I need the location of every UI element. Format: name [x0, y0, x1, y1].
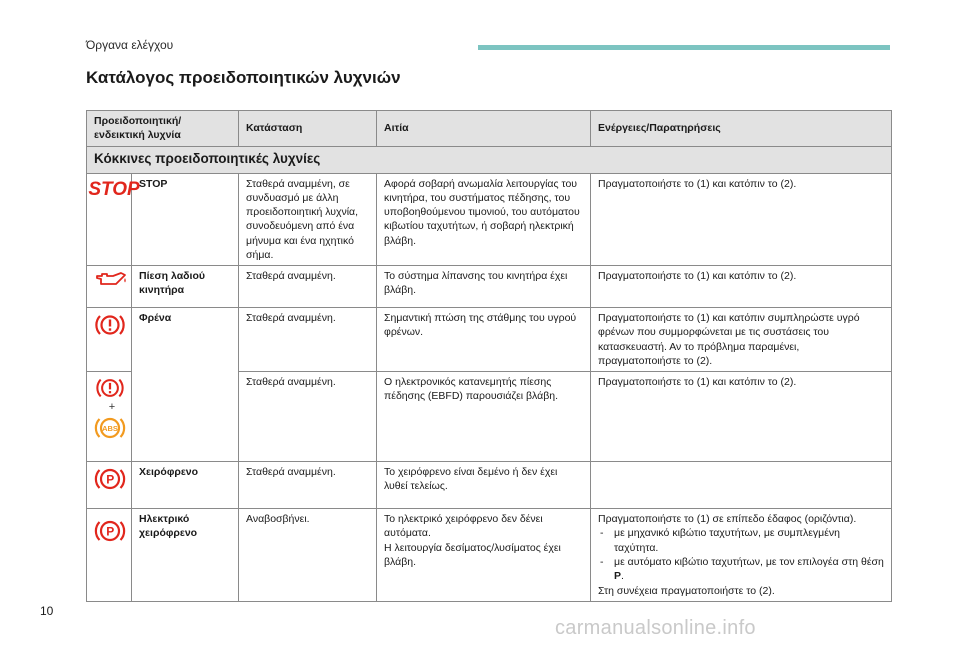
lamp-cause: Αφορά σοβαρή ανωμαλία λειτουργίας του κινητήρα, του συστήματος πέδησης, του υποβοηθούμενου τιμονιού, του αυτόματου κιβωτίου ταχυτήτων, ή σοβαρή ηλεκτρική βλάβη. — [377, 173, 591, 266]
cause-line: Η λειτουργία δεσίματος/λυσίματος έχει βλάβη. — [384, 541, 561, 568]
lamp-action: Πραγματοποιήστε το (1) και κατόπιν το (2). — [591, 173, 892, 266]
lamp-name: Ηλεκτρικό χειρόφρενο — [132, 509, 239, 602]
page-number: 10 — [40, 604, 54, 618]
lamp-state: Σταθερά αναμμένη. — [239, 266, 377, 308]
column-header-actions: Ενέργειες/Παρατηρήσεις — [591, 111, 892, 147]
column-header-lamp: Προειδοποιητική/ενδεικτική λυχνία — [87, 111, 239, 147]
lamp-cause: Το χειρόφρενο είναι δεμένο ή δεν έχει λυθεί τελείως. — [377, 462, 591, 509]
action-item — [598, 555, 884, 584]
lamp-action — [591, 462, 892, 509]
lamp-state: Σταθερά αναμμένη, σε συνδυασμό με άλλη προειδοποιητική λυχνία, συνοδευόμενη από ένα μήνυμα και ένα ηχητικό σήμα. — [239, 173, 377, 266]
abs-icon — [94, 414, 126, 442]
svg-text:ABS: ABS — [102, 424, 118, 434]
lamp-state: Σταθερά αναμμένη. — [239, 308, 377, 372]
section-title-red-lamps: Κόκκινες προειδοποιητικές λυχνίες — [87, 146, 892, 173]
electric-parking-brake-icon — [94, 517, 126, 545]
lamp-name: STOP — [132, 173, 239, 266]
lamp-icon-cell — [87, 462, 132, 509]
table-row — [87, 173, 892, 266]
lamp-name: Πίεση λαδιού κινητήρα — [132, 266, 239, 308]
lamp-name: Φρένα — [132, 308, 239, 462]
action-list — [598, 526, 884, 583]
lamp-action: Πραγματοποιήστε το (1) και κατόπιν συμπληρώστε υγρό φρένων που συμμορφώνεται με τις συστάσεις του κατασκευαστή. Αν το πρόβλημα παραμένει, πραγματοποιήστε το (2). — [591, 308, 892, 372]
lamp-icon-cell — [87, 266, 132, 308]
page-title: Κατάλογος προειδοποιητικών λυχνιών — [86, 68, 401, 87]
table-row — [87, 462, 892, 509]
cause-line: Το ηλεκτρικό χειρόφρενο δεν δένει αυτόματα. — [384, 513, 543, 540]
action-intro: Πραγματοποιήστε το (1) σε επίπεδο έδαφος (οριζόντια). — [598, 513, 857, 526]
brake-warning-icon — [94, 375, 126, 401]
gear-position-label: P — [614, 570, 622, 583]
lamp-name: Χειρόφρενο — [132, 462, 239, 509]
lamp-state: Αναβοσβήνει. — [239, 509, 377, 602]
plus-sign: + — [108, 401, 116, 414]
svg-text:STOP: STOP — [88, 178, 140, 200]
stop-icon — [88, 177, 140, 200]
lamp-icon-cell — [87, 509, 132, 602]
section-label: Όργανα ελέγχου — [86, 38, 174, 52]
lamp-icon-cell — [87, 173, 140, 266]
action-outro: Στη συνέχεια πραγματοποιήστε το (2). — [598, 584, 775, 597]
action-item-text: με αυτόματο κιβώτιο ταχυτήτων, με τον επιλογέα στη θέση — [614, 555, 884, 568]
svg-text:P: P — [106, 472, 115, 487]
lamp-cause — [377, 509, 591, 602]
warning-lamps-table — [86, 110, 892, 602]
lamp-icon-cell — [87, 308, 132, 372]
svg-text:P: P — [106, 524, 115, 539]
column-header-cause: Αιτία — [377, 111, 591, 147]
action-item: - με μηχανικό κιβώτιο ταχυτήτων, με συμπλεγμένη ταχύτητα. — [598, 526, 884, 555]
lamp-state: Σταθερά αναμμένη. — [239, 462, 377, 509]
oil-can-icon — [94, 269, 128, 289]
lamp-action — [591, 509, 892, 602]
column-header-state: Κατάσταση — [239, 111, 377, 147]
watermark: carmanualsonline.info — [555, 617, 756, 639]
parking-brake-icon — [94, 465, 126, 493]
section-header-row — [87, 146, 892, 173]
lamp-icon-cell — [87, 372, 132, 462]
table-row — [87, 266, 892, 308]
lamp-cause: Σημαντική πτώση της στάθμης του υγρού φρένων. — [377, 308, 591, 372]
lamp-cause: Ο ηλεκτρονικός κατανεμητής πίεσης πέδησης (EBFD) παρουσιάζει βλάβη. — [377, 372, 591, 462]
table-row — [87, 509, 892, 602]
gear-position-suffix: . — [621, 570, 624, 583]
lamp-cause: Το σύστημα λίπανσης του κινητήρα έχει βλάβη. — [377, 266, 591, 308]
lamp-action: Πραγματοποιήστε το (1) και κατόπιν το (2). — [591, 372, 892, 462]
table-header-row — [87, 111, 892, 147]
lamp-action: Πραγματοποιήστε το (1) και κατόπιν το (2). — [591, 266, 892, 308]
section-accent-bar — [478, 45, 890, 50]
lamp-state: Σταθερά αναμμένη. — [239, 372, 377, 462]
brake-warning-icon — [94, 311, 126, 339]
table-row — [87, 308, 892, 372]
